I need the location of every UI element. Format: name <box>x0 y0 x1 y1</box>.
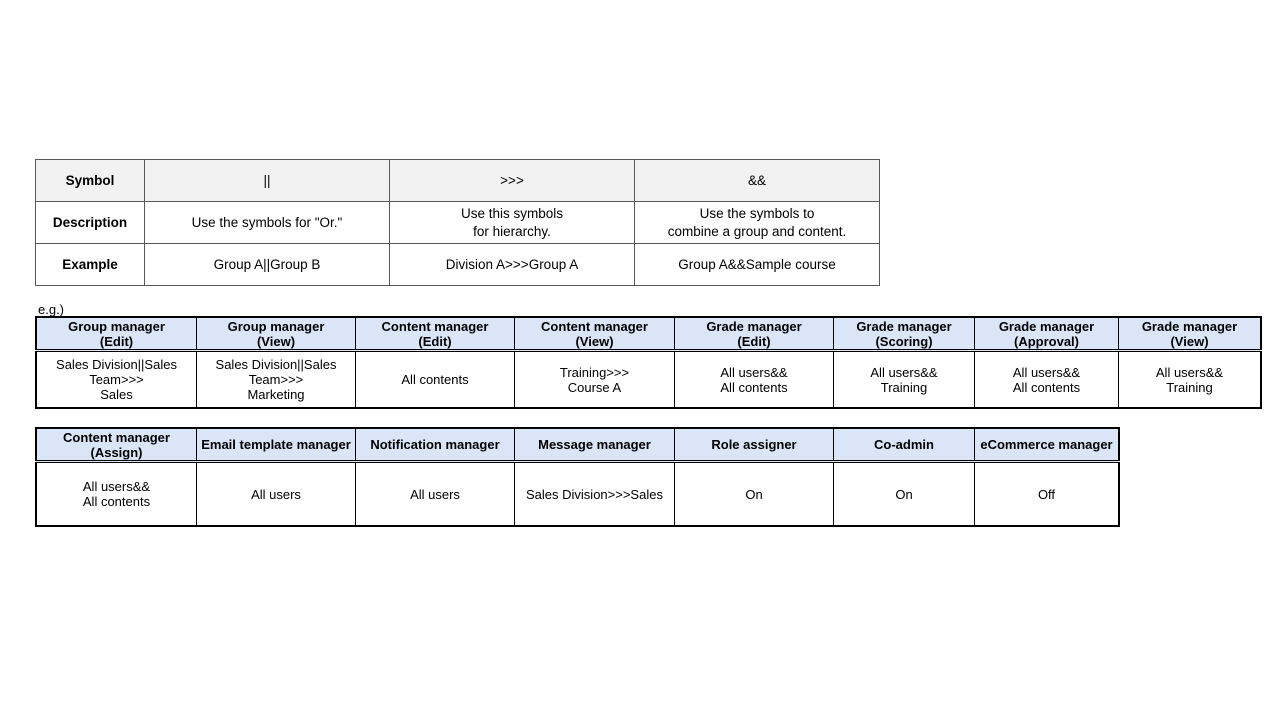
value-message-manager: Sales Division>>>Sales <box>515 462 675 527</box>
value-content-manager-assign: All users&& All contents <box>36 462 197 527</box>
example-table-managers <box>35 316 1262 409</box>
header-message-manager: Message manager <box>515 428 675 462</box>
legend-description-row <box>36 202 880 244</box>
legend-symbol-row <box>36 160 880 202</box>
value-role-assigner: On <box>675 462 834 527</box>
value-group-manager-edit: Sales Division||Sales Team>>> Sales <box>36 351 197 409</box>
header-group-manager-view: Group manager (View) <box>197 317 356 351</box>
example-table-header-row <box>36 317 1261 351</box>
header-content-manager-assign: Content manager (Assign) <box>36 428 197 462</box>
legend-symbol-hierarchy: >>> <box>390 160 635 202</box>
value-grade-manager-scoring: All users&& Training <box>834 351 975 409</box>
header-role-assigner: Role assigner <box>675 428 834 462</box>
value-group-manager-view: Sales Division||Sales Team>>> Marketing <box>197 351 356 409</box>
legend-symbol-and: && <box>635 160 880 202</box>
legend-example-or: Group A||Group B <box>145 244 390 286</box>
header-grade-manager-scoring: Grade manager (Scoring) <box>834 317 975 351</box>
header-content-manager-view: Content manager (View) <box>515 317 675 351</box>
legend-symbol-label: Symbol <box>36 160 145 202</box>
header-grade-manager-view: Grade manager (View) <box>1119 317 1262 351</box>
value-content-manager-view: Training>>> Course A <box>515 351 675 409</box>
header-notification-manager: Notification manager <box>356 428 515 462</box>
value-ecommerce-manager: Off <box>975 462 1120 527</box>
example-table-header-row <box>36 428 1119 462</box>
value-grade-manager-view: All users&& Training <box>1119 351 1262 409</box>
header-content-manager-edit: Content manager (Edit) <box>356 317 515 351</box>
legend-description-and: Use the symbols to combine a group and content. <box>635 202 880 244</box>
header-grade-manager-approval: Grade manager (Approval) <box>975 317 1119 351</box>
symbol-legend-table <box>35 159 880 286</box>
header-grade-manager-edit: Grade manager (Edit) <box>675 317 834 351</box>
header-ecommerce-manager: eCommerce manager <box>975 428 1120 462</box>
example-table-value-row <box>36 462 1119 527</box>
legend-example-and: Group A&&Sample course <box>635 244 880 286</box>
legend-example-hierarchy: Division A>>>Group A <box>390 244 635 286</box>
legend-description-or: Use the symbols for "Or." <box>145 202 390 244</box>
header-group-manager-edit: Group manager (Edit) <box>36 317 197 351</box>
legend-example-row <box>36 244 880 286</box>
example-table-roles <box>35 427 1120 527</box>
legend-description-label: Description <box>36 202 145 244</box>
value-grade-manager-edit: All users&& All contents <box>675 351 834 409</box>
example-label: e.g.) <box>38 302 65 317</box>
legend-example-label: Example <box>36 244 145 286</box>
header-email-template-manager: Email template manager <box>197 428 356 462</box>
value-email-template-manager: All users <box>197 462 356 527</box>
legend-symbol-or: || <box>145 160 390 202</box>
legend-description-hierarchy: Use this symbols for hierarchy. <box>390 202 635 244</box>
header-co-admin: Co-admin <box>834 428 975 462</box>
value-co-admin: On <box>834 462 975 527</box>
value-notification-manager: All users <box>356 462 515 527</box>
example-table-value-row <box>36 351 1261 409</box>
value-grade-manager-approval: All users&& All contents <box>975 351 1119 409</box>
value-content-manager-edit: All contents <box>356 351 515 409</box>
